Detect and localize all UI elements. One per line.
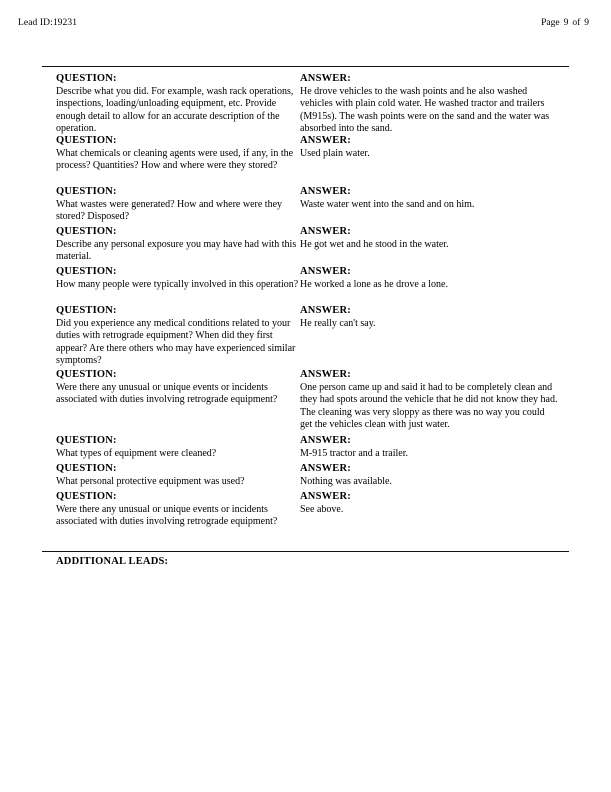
question-text: Were there any unusual or unique events or incidents associated with duties involving retrograde equipment? bbox=[56, 504, 278, 528]
answer-block bbox=[300, 225, 558, 251]
answer-label: ANSWER: bbox=[300, 463, 351, 474]
lead-id-label: Lead ID: bbox=[18, 18, 53, 28]
answer-block bbox=[300, 304, 558, 330]
answer-text: He drove vehicles to the wash points and he also washed vehicles with plain cold water. He washed tractor and trailers (M915s). The wash points were on the sand and the water was absorbed into the sand. bbox=[300, 86, 550, 135]
answer-label: ANSWER: bbox=[300, 186, 351, 197]
answer-text: One person came up and said it had to be completely clean and they had spots around the vehicle that he did not know they had. The cleaning was very sloppy as there was no way you could get the vehicles clean with just water. bbox=[300, 382, 558, 431]
page-of-label: of bbox=[572, 18, 581, 28]
qa-row bbox=[42, 304, 570, 368]
answer-text: M-915 tractor and a trailer. bbox=[300, 448, 409, 459]
question-text: Were there any unusual or unique events or incidents associated with duties involving retrograde equipment? bbox=[56, 382, 278, 406]
answer-block bbox=[300, 72, 558, 136]
answer-label: ANSWER: bbox=[300, 135, 351, 146]
question-text: What chemicals or cleaning agents were used, if any, in the process? Quantities? How and where were they stored? bbox=[56, 148, 294, 172]
answer-block bbox=[300, 265, 558, 291]
page-total: 9 bbox=[584, 18, 589, 28]
question-label: QUESTION: bbox=[56, 305, 117, 316]
answer-label: ANSWER: bbox=[300, 435, 351, 446]
qa-row bbox=[42, 225, 570, 265]
answer-text: He got wet and he stood in the water. bbox=[300, 239, 449, 250]
lead-id bbox=[18, 18, 77, 28]
answer-label: ANSWER: bbox=[300, 491, 351, 502]
question-text: What types of equipment were cleaned? bbox=[56, 448, 217, 459]
qa-row bbox=[42, 265, 570, 304]
answer-label: ANSWER: bbox=[300, 369, 351, 380]
question-label: QUESTION: bbox=[56, 463, 117, 474]
answer-block bbox=[300, 185, 558, 211]
question-block bbox=[56, 72, 299, 136]
answer-text: He really can't say. bbox=[300, 318, 376, 329]
qa-row bbox=[42, 185, 570, 225]
question-block bbox=[56, 368, 299, 407]
question-text: How many people were typically involved in this operation? bbox=[56, 279, 299, 290]
question-block bbox=[56, 185, 299, 224]
qa-row bbox=[42, 490, 570, 530]
question-label: QUESTION: bbox=[56, 226, 117, 237]
question-text: Describe what you did. For example, wash rack operations, inspections, loading/unloading equipment, etc. Provide enough detail to allow for an accurate description of the operation. bbox=[56, 86, 294, 135]
question-block bbox=[56, 225, 299, 264]
question-block bbox=[56, 304, 299, 368]
answer-text: Nothing was available. bbox=[300, 476, 392, 487]
answer-block bbox=[300, 368, 558, 432]
answer-text: Used plain water. bbox=[300, 148, 370, 159]
answer-block bbox=[300, 434, 558, 460]
question-block bbox=[56, 265, 299, 291]
question-text: Did you experience any medical conditions related to your duties with retrograde equipment? When did they first appear? Are there others who may have experienced similar symptoms? bbox=[56, 318, 296, 367]
question-label: QUESTION: bbox=[56, 435, 117, 446]
answer-block bbox=[300, 490, 558, 516]
answer-label: ANSWER: bbox=[300, 226, 351, 237]
answer-label: ANSWER: bbox=[300, 266, 351, 277]
question-label: QUESTION: bbox=[56, 73, 117, 84]
qa-row bbox=[42, 434, 570, 462]
answer-text: He worked a lone as he drove a lone. bbox=[300, 279, 448, 290]
question-block bbox=[56, 462, 299, 488]
question-label: QUESTION: bbox=[56, 266, 117, 277]
question-label: QUESTION: bbox=[56, 135, 117, 146]
qa-list bbox=[42, 72, 570, 530]
question-block bbox=[56, 134, 299, 173]
header-divider bbox=[42, 66, 569, 67]
qa-row bbox=[42, 368, 570, 434]
question-text: What wastes were generated? How and where were they stored? Disposed? bbox=[56, 199, 283, 223]
question-block bbox=[56, 490, 299, 529]
question-label: QUESTION: bbox=[56, 186, 117, 197]
question-text: Describe any personal exposure you may have had with this material. bbox=[56, 239, 297, 263]
answer-block bbox=[300, 462, 558, 488]
question-block bbox=[56, 434, 299, 460]
answer-label: ANSWER: bbox=[300, 305, 351, 316]
page-number bbox=[541, 18, 593, 28]
additional-leads-label: ADDITIONAL LEADS: bbox=[56, 556, 169, 567]
answer-text: Waste water went into the sand and on him. bbox=[300, 199, 475, 210]
page-label: Page bbox=[541, 18, 560, 28]
answer-block bbox=[300, 134, 558, 160]
answer-label: ANSWER: bbox=[300, 73, 351, 84]
qa-row bbox=[42, 134, 570, 185]
question-text: What personal protective equipment was used? bbox=[56, 476, 245, 487]
question-label: QUESTION: bbox=[56, 369, 117, 380]
page-header bbox=[18, 18, 593, 34]
section-divider bbox=[42, 551, 569, 552]
answer-text: See above. bbox=[300, 504, 344, 515]
lead-id-value: 19231 bbox=[52, 18, 78, 28]
qa-row bbox=[42, 462, 570, 490]
question-label: QUESTION: bbox=[56, 491, 117, 502]
qa-row bbox=[42, 72, 570, 134]
page-current: 9 bbox=[563, 18, 569, 28]
